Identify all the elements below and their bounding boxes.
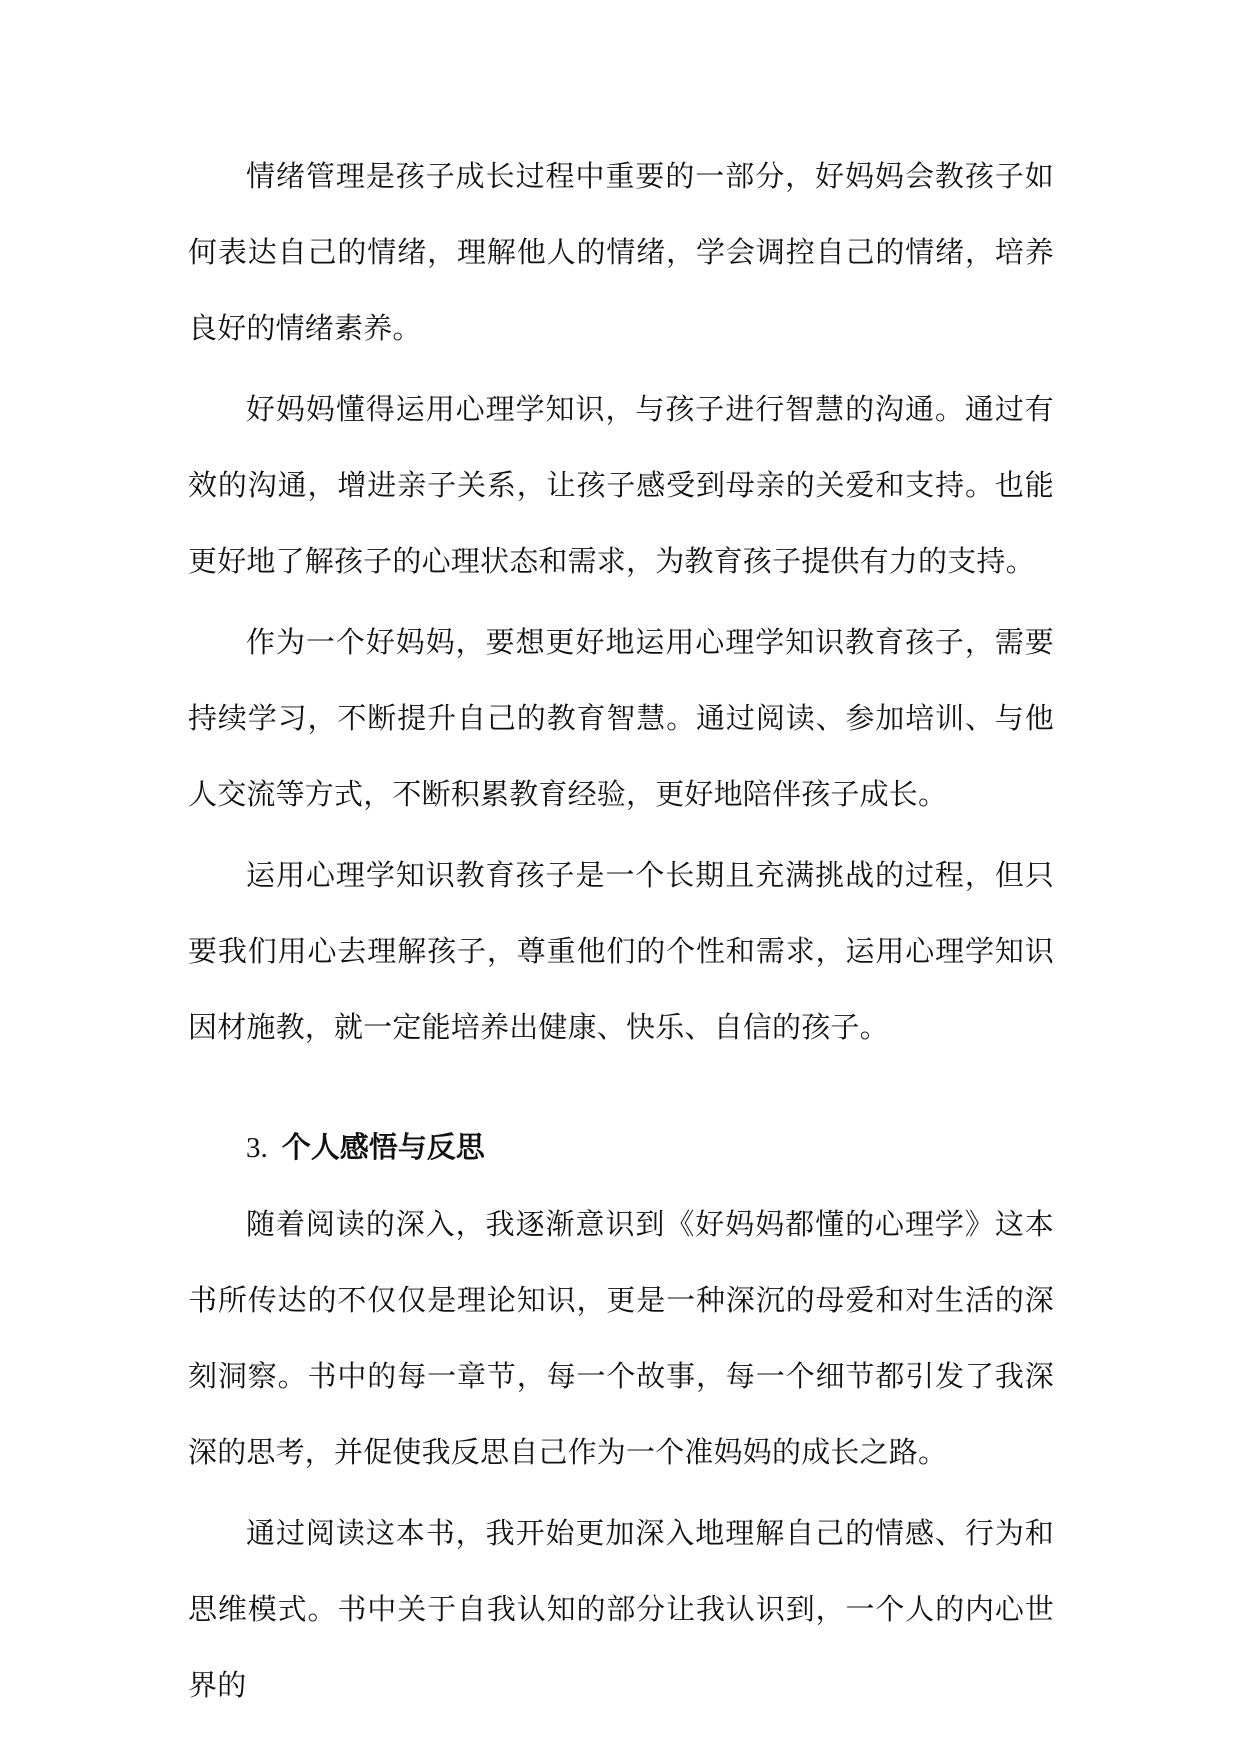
paragraph-long-term-process: 运用心理学知识教育孩子是一个长期且充满挑战的过程，但只要我们用心去理解孩子，尊重他们的个性和需求，运用心理学知识因材施教，就一定能培养出健康、快乐、自信的孩子。 <box>188 858 1054 1044</box>
section-title: 个人感悟与反思 <box>281 1130 485 1164</box>
paragraph-reading-insight: 随着阅读的深入，我逐渐意识到《好妈妈都懂的心理学》这本书所传达的不仅仅是理论知识，更是一种深沉的母爱和对生活的深刻洞察。书中的每一章节，每一个故事，每一个细节都引发了我深深的思考，并促使我反思自己作为一个准妈妈的成长之路。 <box>188 1207 1054 1469</box>
paragraph-self-understanding: 通过阅读这本书，我开始更加深入地理解自己的情感、行为和思维模式。书中关于自我认知的部分让我认识到，一个人的内心世界的 <box>188 1516 1054 1702</box>
section-number: 3. <box>246 1132 268 1164</box>
section-heading <box>188 1109 1054 1186</box>
paragraph-emotion-management: 情绪管理是孩子成长过程中重要的一部分，好妈妈会教孩子如何表达自己的情绪，理解他人的情绪，学会调控自己的情绪，培养良好的情绪素养。 <box>188 159 1054 345</box>
document-body <box>188 138 1054 1728</box>
paragraph-communication: 好妈妈懂得运用心理学知识，与孩子进行智慧的沟通。通过有效的沟通，增进亲子关系，让孩子感受到母亲的关爱和支持。也能更好地了解孩子的心理状态和需求，为教育孩子提供有力的支持。 <box>188 392 1054 578</box>
paragraph-continuous-learning: 作为一个好妈妈，要想更好地运用心理学知识教育孩子，需要持续学习，不断提升自己的教育智慧。通过阅读、参加培训、与他人交流等方式，不断积累教育经验，更好地陪伴孩子成长。 <box>188 625 1054 811</box>
